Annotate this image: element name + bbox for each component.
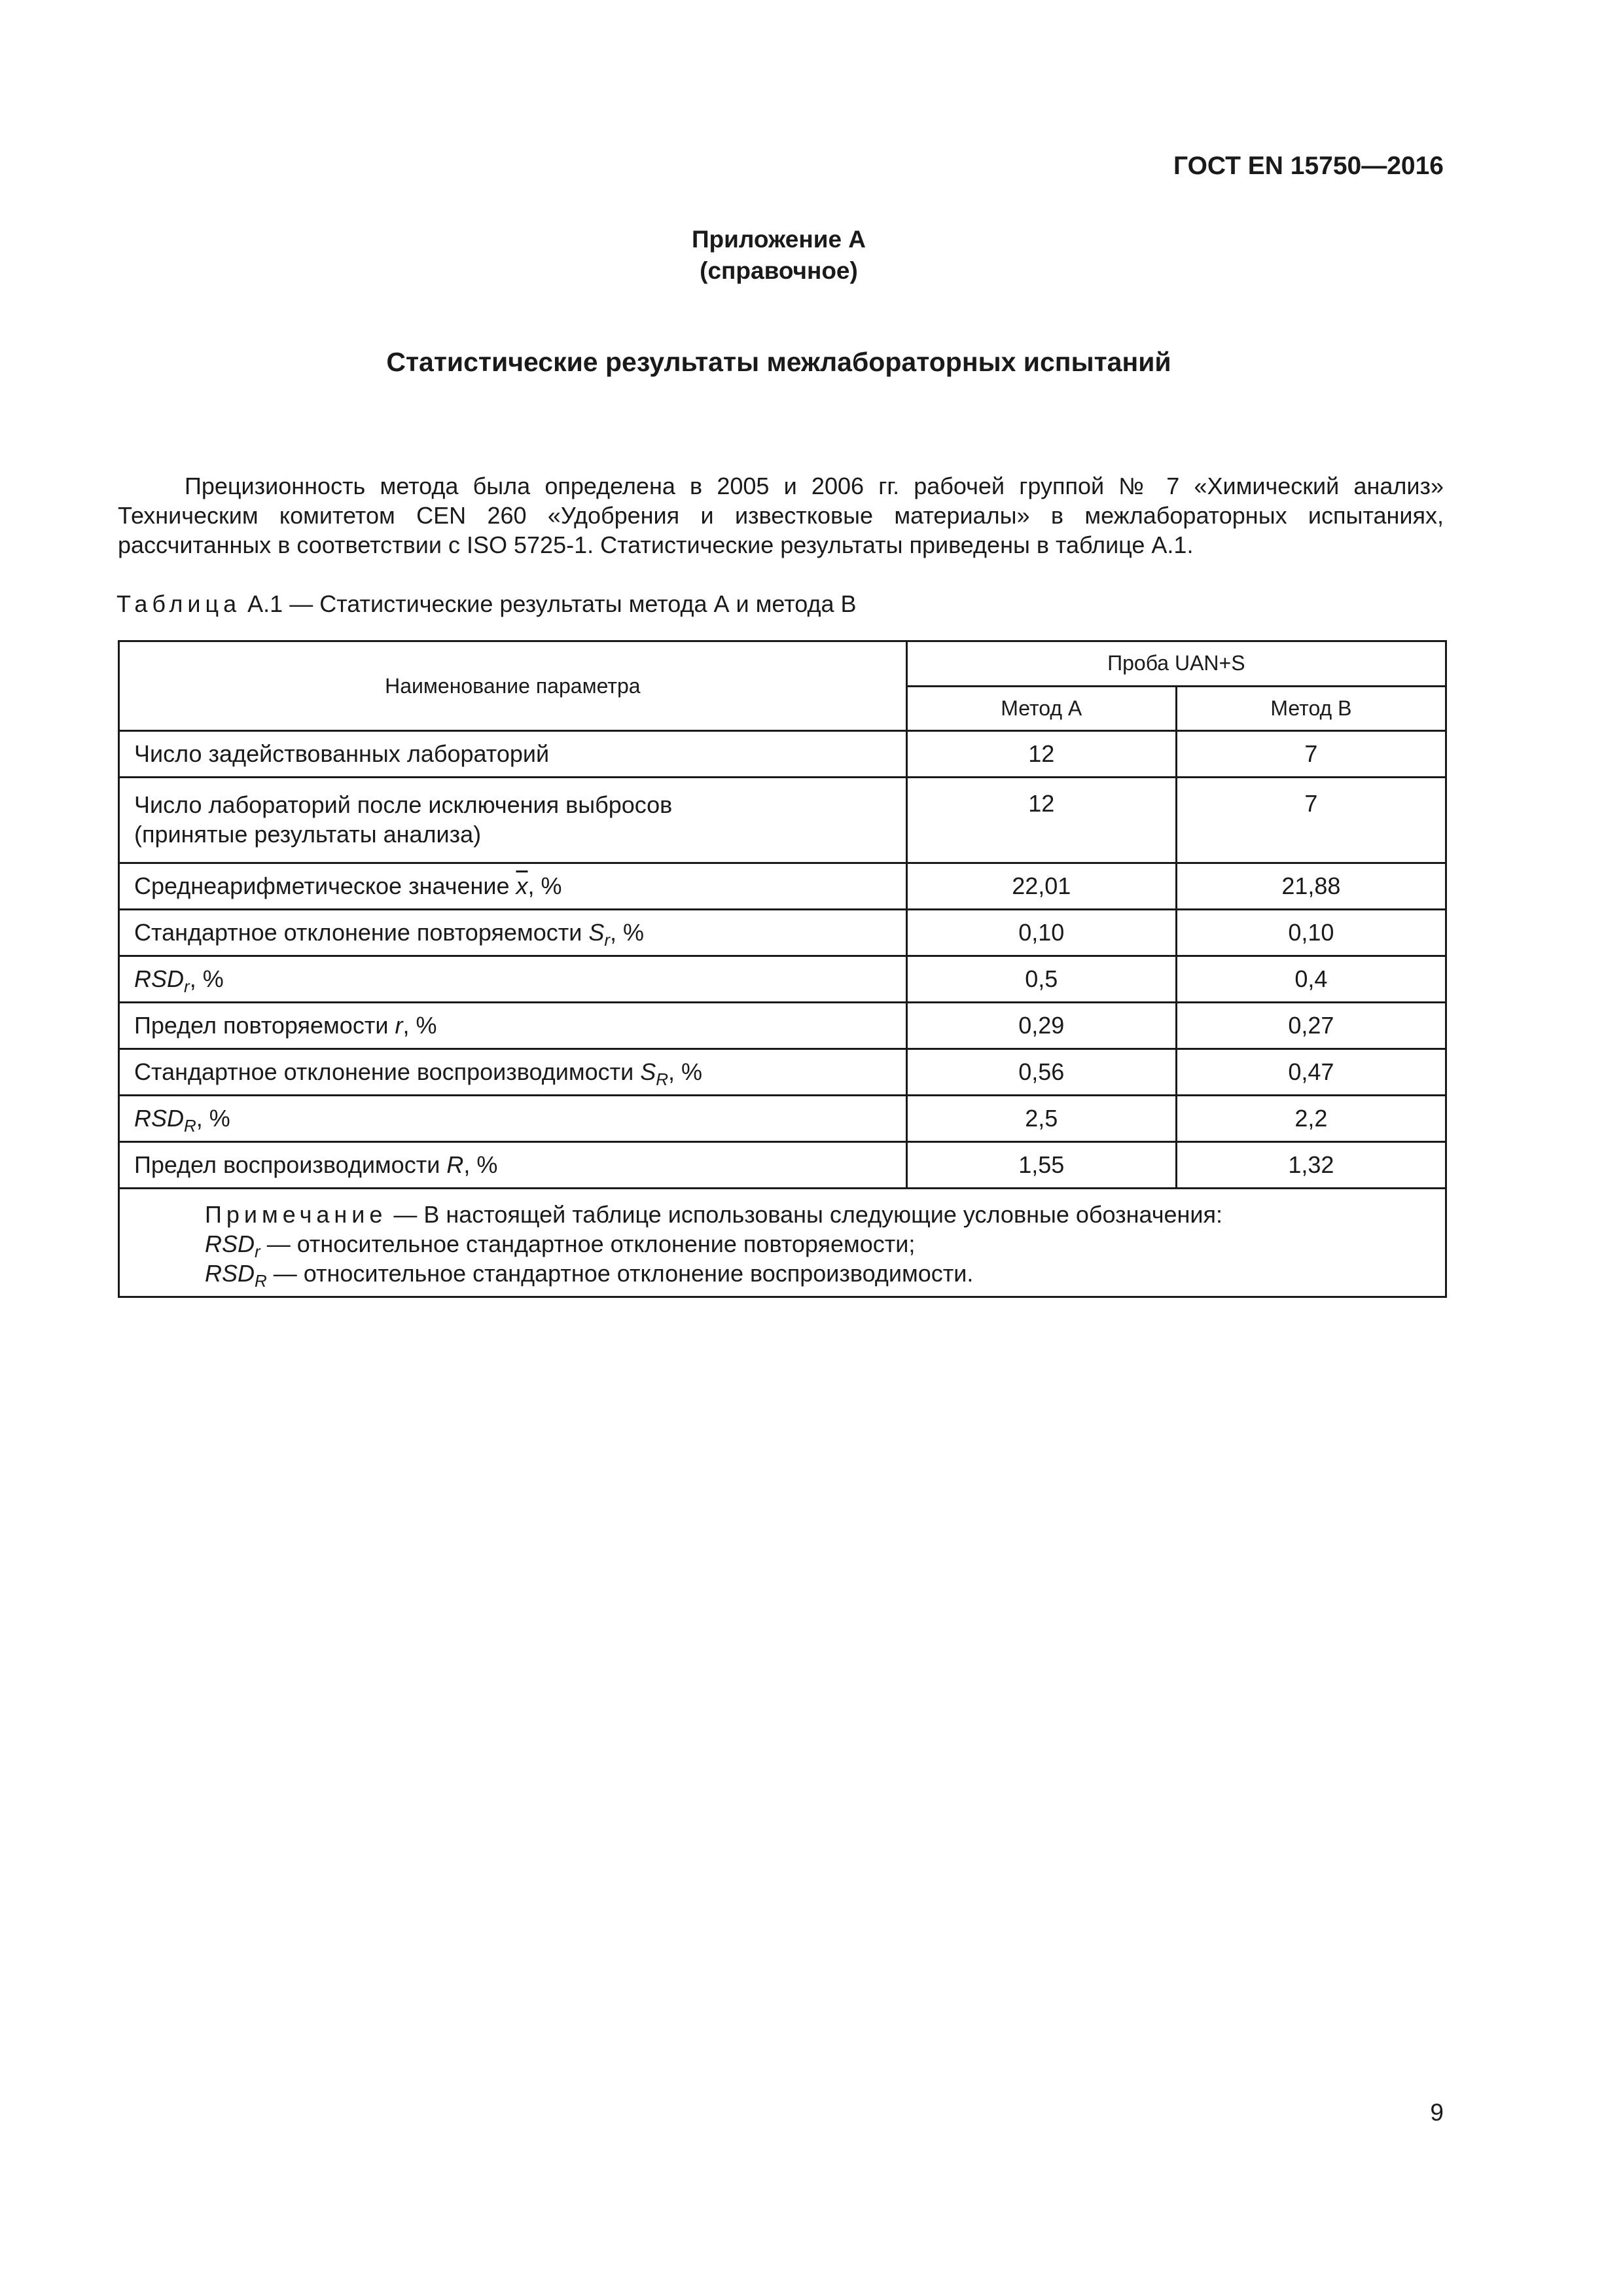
- param-name-line2: (принятые результаты анализа): [134, 821, 482, 848]
- param-symbol: S: [640, 1058, 656, 1085]
- note-line2-text: — относительное стандартное отклонение воспроизводимости.: [266, 1260, 974, 1287]
- param-unit: , %: [189, 965, 224, 992]
- table-header-row: [119, 641, 1446, 687]
- value-method-a: 0,29: [906, 1003, 1176, 1049]
- param-name: [119, 956, 907, 1003]
- value-method-a: 22,01: [906, 863, 1176, 910]
- table-caption-label: Таблица: [116, 590, 241, 617]
- note-intro: — В настоящей таблице использованы следующие условные обозначения:: [387, 1201, 1222, 1228]
- param-text: Среднеарифметическое значение: [134, 872, 516, 899]
- header-method-b: Метод В: [1176, 686, 1446, 731]
- table-row: [119, 1049, 1446, 1096]
- value-method-b: 1,32: [1176, 1142, 1446, 1189]
- value-method-b: 0,10: [1176, 910, 1446, 956]
- value-method-a: 0,5: [906, 956, 1176, 1003]
- statistics-table: [118, 640, 1447, 1298]
- param-text: Предел повторяемости: [134, 1012, 395, 1039]
- table-row: [119, 956, 1446, 1003]
- param-subscript: r: [604, 930, 611, 950]
- table-caption: [116, 590, 857, 618]
- value-method-a: 0,10: [906, 910, 1176, 956]
- table-note-row: [119, 1189, 1446, 1297]
- param-name: [119, 1142, 907, 1189]
- param-unit: , %: [196, 1105, 230, 1132]
- param-unit: , %: [463, 1151, 498, 1178]
- param-name-line1: Число лабораторий после исключения выбросов: [134, 791, 673, 818]
- param-text: Стандартное отклонение воспроизводимости: [134, 1058, 641, 1085]
- section-title: Статистические результаты межлабораторных испытаний: [386, 347, 1171, 377]
- param-symbol: RSD: [134, 965, 185, 992]
- page-number: 9: [1430, 2099, 1444, 2126]
- table-row: [119, 910, 1446, 956]
- param-name: [119, 1049, 907, 1096]
- value-method-b: 0,47: [1176, 1049, 1446, 1096]
- table-row: [119, 863, 1446, 910]
- value-method-b: 0,27: [1176, 1003, 1446, 1049]
- value-method-b: 7: [1176, 731, 1446, 778]
- table-row: [119, 1142, 1446, 1189]
- param-unit: , %: [610, 919, 645, 946]
- param-symbol: RSD: [134, 1105, 185, 1132]
- document-code: ГОСТ EN 15750—2016: [1173, 152, 1444, 180]
- param-name: [119, 863, 907, 910]
- param-name: [119, 1096, 907, 1142]
- value-method-b: 2,2: [1176, 1096, 1446, 1142]
- param-name: Число задействованных лабораторий: [119, 731, 907, 778]
- note-label: Примечание: [205, 1201, 387, 1228]
- value-method-a: 0,56: [906, 1049, 1176, 1096]
- param-name: [119, 1003, 907, 1049]
- param-unit: , %: [668, 1058, 703, 1085]
- param-symbol: r: [395, 1012, 403, 1039]
- table-caption-text: А.1 — Статистические результаты метода А и метода В: [247, 590, 857, 617]
- header-parameter: Наименование параметра: [119, 641, 907, 731]
- note-line1-subscript: r: [255, 1242, 260, 1261]
- intro-paragraph: Прецизионность метода была определена в 2005 и 2006 гг. рабочей группой № 7 «Химический анализ» Техническим комитетом CEN 260 «Удобрения и известковые материалы» в межлабораторных испытаниях, рассчитанных в соответствии с ISO 5725-1. Статистические результаты приведены в таблице А.1.: [118, 473, 1444, 558]
- param-subscript: R: [656, 1069, 669, 1089]
- param-subscript: r: [184, 977, 190, 996]
- annex-type: (справочное): [700, 257, 858, 284]
- param-subscript: R: [184, 1116, 196, 1136]
- annex-title: Приложение А: [691, 226, 866, 253]
- table-note: [119, 1189, 1446, 1297]
- value-method-b: 0,4: [1176, 956, 1446, 1003]
- table-row: [119, 1096, 1446, 1142]
- value-method-a: 2,5: [906, 1096, 1176, 1142]
- param-unit: , %: [402, 1012, 437, 1039]
- table-row: [119, 731, 1446, 778]
- param-text: Стандартное отклонение повторяемости: [134, 919, 589, 946]
- table-row: [119, 1003, 1446, 1049]
- param-symbol: R: [446, 1151, 464, 1178]
- param-symbol: $\overline{x}$: [516, 872, 528, 899]
- value-method-b: 21,88: [1176, 863, 1446, 910]
- param-name: [119, 910, 907, 956]
- note-line2-symbol: RSD: [205, 1260, 255, 1287]
- param-text: Предел воспроизводимости: [134, 1151, 447, 1178]
- param-symbol: S: [588, 919, 605, 946]
- param-unit: , %: [527, 872, 562, 899]
- table-row: [119, 778, 1446, 863]
- header-method-a: Метод А: [906, 686, 1176, 731]
- header-sample: Проба UAN+S: [906, 641, 1446, 687]
- value-method-a: 12: [906, 731, 1176, 778]
- value-method-b: 7: [1176, 778, 1446, 863]
- note-line2-subscript: R: [255, 1271, 267, 1291]
- param-name: [119, 778, 907, 863]
- value-method-a: 1,55: [906, 1142, 1176, 1189]
- note-line1-symbol: RSD: [205, 1230, 255, 1257]
- note-line1-text: — относительное стандартное отклонение повторяемости;: [260, 1230, 916, 1257]
- value-method-a: 12: [906, 778, 1176, 863]
